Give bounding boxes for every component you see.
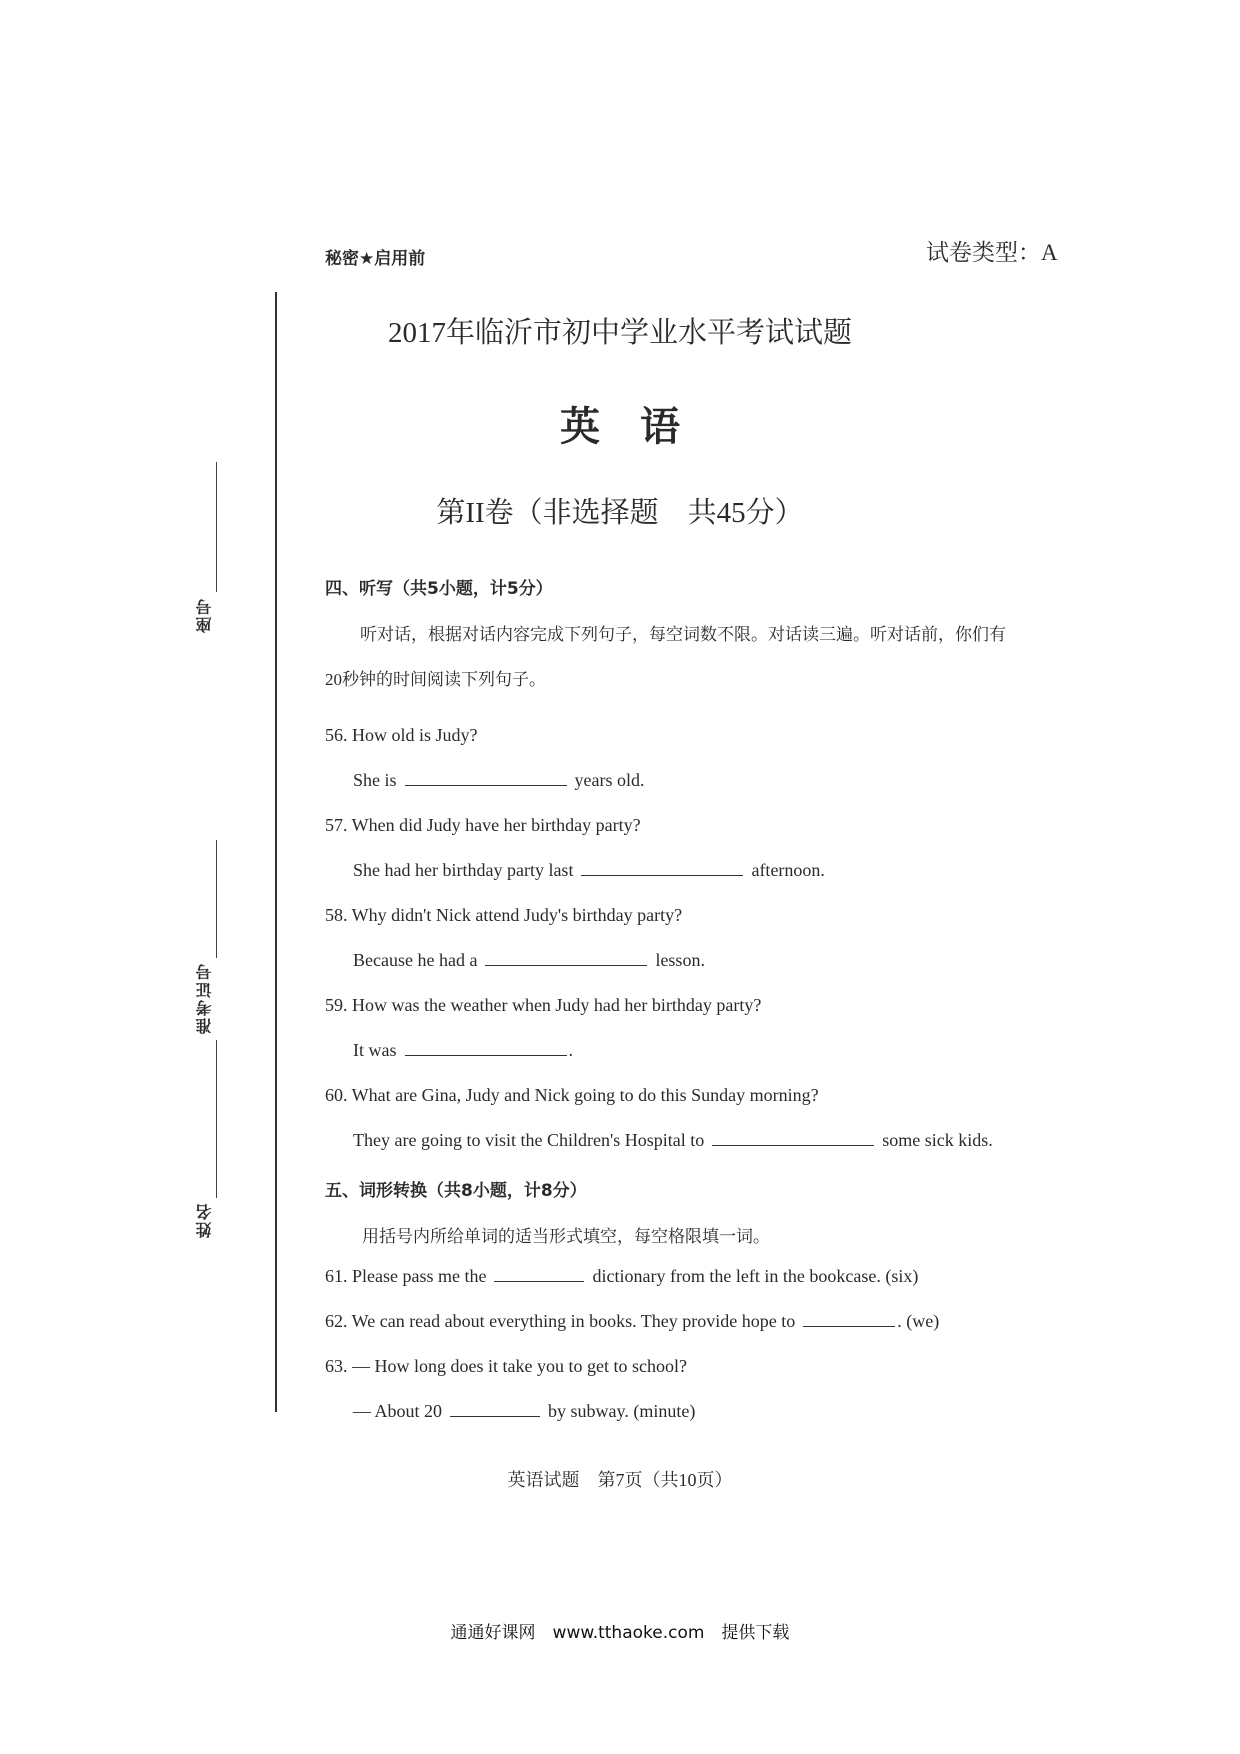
question-62-suffix: . (we) [897,1311,940,1331]
question-61 [325,1266,918,1287]
section5-instruction: 用括号内所给单词的适当形式填空，每空格限填一词。 [362,1227,770,1246]
answer-63-prefix: — About 20 [353,1401,443,1421]
question-59: 59. How was the weather when Judy had her birthday party? [325,995,762,1015]
binding-line [275,292,277,1412]
answer-56 [353,770,645,791]
section4-heading: 四、听写（共5小题，计5分） [325,579,553,599]
answer-60 [353,1130,993,1151]
question-60: 60. What are Gina, Judy and Nick going to do this Sunday morning? [325,1085,819,1105]
answer-58-suffix: lesson. [655,950,705,970]
name-field-line [216,1040,217,1198]
answer-63-suffix: by subway. (minute) [548,1401,696,1421]
answer-57-prefix: She had her birthday party last [353,860,574,880]
question-57: 57. When did Judy have her birthday party? [325,815,641,835]
name-label: 姓名 [195,1202,214,1238]
answer-56-suffix: years old. [574,770,645,790]
answer-57 [353,860,825,881]
answer-59 [353,1040,573,1061]
answer-63-blank[interactable] [450,1402,540,1417]
question-58: 58. Why didn't Nick attend Judy's birthday party? [325,905,683,925]
answer-60-prefix: They are going to visit the Children's Hospital to [353,1130,705,1150]
subject-title: 英语 [560,404,720,449]
answer-57-blank[interactable] [581,861,743,876]
exam-id-field-line [216,840,217,958]
question-63: 63. — How long does it take you to get to school? [325,1356,687,1376]
volume-title: 第II卷（非选择题 共45分） [436,497,804,529]
seat-field [195,462,221,642]
question-62 [325,1311,939,1332]
confidential-mark: 秘密★启用前 [325,249,426,269]
section5-heading: 五、词形转换（共8小题，计8分） [325,1181,587,1201]
answer-59-suffix: . [568,1040,573,1060]
answer-56-prefix: She is [353,770,397,790]
answer-58-blank[interactable] [485,951,647,966]
answer-57-suffix: afternoon. [751,860,825,880]
question-61-blank[interactable] [494,1267,584,1282]
question-62-blank[interactable] [803,1312,895,1327]
question-56: 56. How old is Judy? [325,725,478,745]
seat-label: 座号 [195,597,214,633]
answer-58-prefix: Because he had a [353,950,478,970]
answer-60-blank[interactable] [712,1131,874,1146]
answer-59-prefix: It was [353,1040,397,1060]
exam-title: 2017年临沂市初中学业水平考试试题 [387,317,852,349]
answer-56-blank[interactable] [405,771,567,786]
exam-id-label: 准考证号 [195,962,214,1034]
name-field [195,1040,221,1250]
answer-59-blank[interactable] [405,1041,567,1056]
paper-type: 试卷类型：A [926,240,1058,265]
answer-63 [353,1401,695,1422]
section4-instruction-line2: 20秒钟的时间阅读下列句子。 [325,670,546,689]
question-62-prefix: 62. We can read about everything in books. They provide hope to [325,1311,796,1331]
question-61-prefix: 61. Please pass me the [325,1266,487,1286]
section4-instruction-line1: 听对话，根据对话内容完成下列句子，每空词数不限。对话读三遍。听对话前，你们有 [360,625,1006,644]
page-footer: 英语试题 第7页（共10页） [507,1470,733,1490]
exam-id-field [195,840,221,1050]
answer-58 [353,950,705,971]
answer-60-suffix: some sick kids. [882,1130,993,1150]
download-source-line: 通通好课网 www.tthaoke.com 提供下载 [450,1623,790,1643]
question-61-suffix: dictionary from the left in the bookcase. (six) [592,1266,919,1286]
